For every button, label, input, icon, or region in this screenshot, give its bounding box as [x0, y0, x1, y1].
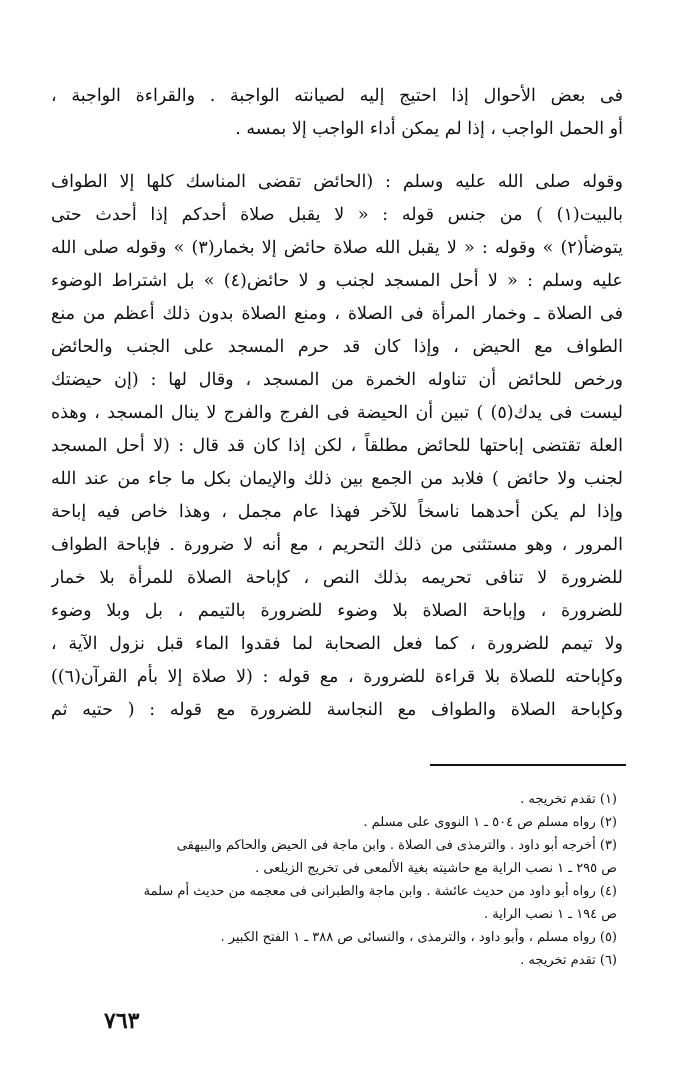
text-line: يتوضأ(٢) » وقوله : « لا يقبل الله صلاة حائض إلا بخمار(٣) » وقوله صلى الله: [51, 238, 623, 258]
text-line: للضرورة ، وإباحة الصلاة بلا وضوء للضرورة بالتيمم ، بل وبلا وضوء: [51, 601, 623, 621]
text-line: المرور ، وهو مستثنى من ذلك التحريم ، مع أنه لا ضرورة . فإباحة الطواف: [51, 535, 623, 555]
footnote: (١) تقدم تخريجه .: [520, 792, 617, 807]
text-line: الطواف مع الحيض ، وإذا كان قد حرم المسجد على الجنب والحائض: [51, 337, 623, 357]
main-text: [51, 80, 623, 727]
text-line: العلة تقتضى إباحتها للحائض مطلقاً ، لكن إذا كان قد قال : (لا أحل المسجد: [51, 436, 623, 456]
footnotes: [47, 788, 617, 972]
text-line: فى الصلاة ـ وخمار المرأة فى الصلاة ، ومنع الصلاة بدون ذلك أعظم من منع: [51, 304, 623, 324]
text-line: وكإباحة الصلاة والطواف مع النجاسة للضرورة مع قوله : ( حتيه ثم: [51, 700, 623, 720]
footnote: (٦) تقدم تخريجه .: [520, 953, 617, 968]
text-line: أو الحمل الواجب ، إذا لم يمكن أداء الواجب إلا بمسه .: [235, 119, 623, 139]
text-line: ورخص للحائض أن تناوله الخمرة من المسجد ، وقال لها : (إن حيضتك: [51, 370, 623, 390]
footnote-divider: [430, 764, 626, 766]
footnote-continuation: ص ١٩٤ ـ ١ نصب الراية .: [483, 907, 617, 922]
paragraph-gap: [51, 146, 623, 166]
footnote: (٥) رواه مسلم ، وأبو داود ، والترمذى ، والنسائى ص ٣٨٨ ـ ١ الفتح الكبير .: [220, 930, 617, 945]
text-line: وإذا لم يكن أحدهما ناسخاً للآخر فهذا عام مجمل ، وهذا خاص فيه إباحة: [51, 502, 623, 522]
text-line: فى بعض الأحوال إذا احتيج إليه لصيانته الواجبة . والقراءة الواجبة ،: [51, 86, 623, 106]
text-line: وكإباحته للصلاة بلا قراءة للضرورة ، مع قوله : (لا صلاة إلا بأم القرآن(٦)): [51, 667, 623, 687]
page-number: ٧٦٣: [104, 1008, 140, 1034]
text-line: بالبيت(١) ) من جنس قوله : « لا يقبل صلاة أحدكم إذا أحدث حتى: [51, 205, 623, 225]
footnote: (٤) رواه أبو داود من حديث عائشة . وابن ماجة والطبرانى فى معجمه من حديث أم سلمة: [143, 884, 617, 899]
text-line: عليه وسلم : « لا أحل المسجد لجنب و لا حائض(٤) » بل اشتراط الوضوء: [51, 271, 623, 291]
text-line: ولا تيمم للضرورة ، كما فعل الصحابة لما فقدوا الماء قبل نزول الآية ،: [51, 634, 623, 654]
text-line: ليست فى يدك(٥) ) تبين أن الحيضة فى الفرج والفرج لا ينال المسجد ، وهذه: [51, 403, 623, 423]
footnote-continuation: ص ٢٩٥ ـ ١ نصب الراية مع حاشيته بغية الألمعى فى تخريج الزيلعى .: [255, 861, 617, 876]
text-line: وقوله صلى الله عليه وسلم : (الحائض تقضى المناسك كلها إلا الطواف: [51, 172, 623, 192]
footnote: (٢) رواه مسلم ص ٥٠٤ ـ ١ النووى على مسلم .: [363, 815, 617, 830]
text-line: لجنب ولا حائض ) فلابد من الجمع بين ذلك والإيمان بكل ما جاء من عند الله: [51, 469, 623, 489]
footnote: (٣) أخرجه أبو داود . والترمذى فى الصلاة . وابن ماجة فى الحيض والحاكم والبيهقى: [176, 838, 617, 853]
text-line: للضرورة لا تنافى تحريمه بذلك النص ، كإباحة الصلاة للمرأة بلا خمار: [51, 568, 623, 588]
